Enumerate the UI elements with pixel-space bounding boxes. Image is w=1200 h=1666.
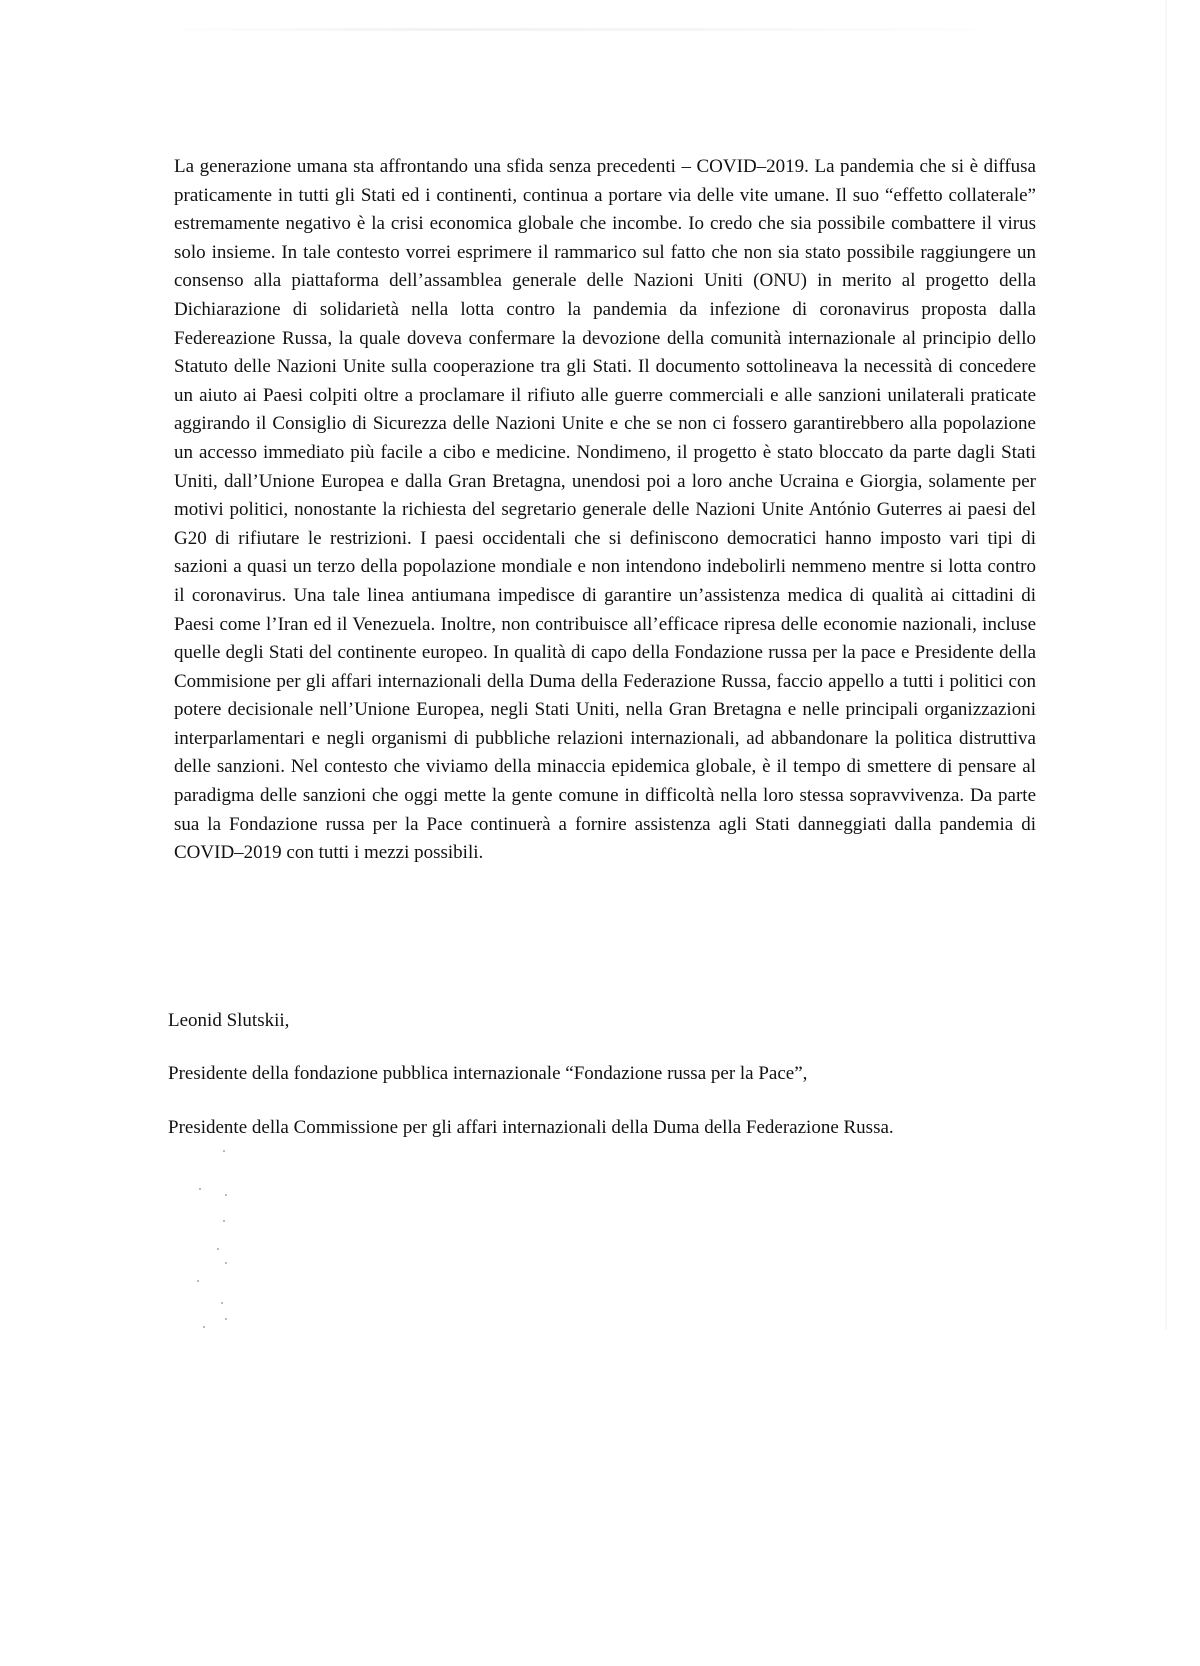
scan-noise-dot <box>199 1188 201 1190</box>
scan-noise-dot <box>217 1248 219 1250</box>
scan-noise-dot <box>223 1150 225 1152</box>
scan-noise-dot <box>203 1326 205 1328</box>
signatory-title-duma-commission: Presidente della Commissione per gli affari internazionali della Duma della Federazione Russa. <box>168 1117 894 1138</box>
scan-edge-top <box>150 28 1030 31</box>
signatory-title-foundation: Presidente della fondazione pubblica internazionale “Fondazione russa per la Pace”, <box>168 1063 808 1084</box>
scan-noise-dot <box>197 1280 199 1282</box>
scan-noise-dot <box>221 1302 223 1304</box>
scan-noise-dot <box>225 1194 227 1196</box>
signatory-name: Leonid Slutskii, <box>168 1010 290 1031</box>
signature-block <box>168 1007 1048 1142</box>
scan-edge-right <box>1165 0 1167 1330</box>
scan-noise-dot <box>225 1262 227 1264</box>
scan-noise-dot <box>225 1318 227 1320</box>
scan-noise-marks <box>195 1150 255 1340</box>
scan-noise-dot <box>223 1220 225 1222</box>
letter-body-paragraph: La generazione umana sta affrontando una sfida senza precedenti – COVID–2019. La pandemia che si è diffusa praticamente in tutti gli Stati ed i continenti, continua a portare via delle vite umane. Il suo “effetto collaterale” estremamente negativo è la crisi economica globale che incombe. Io credo che sia possibile combattere il virus solo insieme. In tale contesto vorrei esprimere il rammarico sul fatto che non sia stato possibile raggiungere un consenso alla piattaforma dell’assamblea generale delle Nazioni Uniti (ONU) in merito al progetto della Dichiarazione di solidarietà nella lotta contro la pandemia da infezione di coronavirus proposta dalla Federeazione Russa, la quale doveva confermare la devozione della comunità internazionale al principio dello Statuto delle Nazioni Unite sulla cooperazione tra gli Stati. Il documento sottolineava la necessità di concedere un aiuto ai Paesi colpiti oltre a proclamare il rifiuto alle guerre commerciali e alle sanzioni unilaterali praticate aggirando il Consiglio di Sicurezza delle Nazioni Unite e che se non ci fossero garantirebbero alla popolazione un accesso immediato più facile a cibo e medicine. Nondimeno, il progetto è stato bloccato da parte dagli Stati Uniti, dall’Unione Europea e dalla Gran Bretagna, unendosi poi a loro anche Ucraina e Giorgia, solamente per motivi politici, nonostante la richiesta del segretario generale delle Nazioni Unite António Guterres ai paesi del G20 di rifiutare le restrizioni. I paesi occidentali che si definiscono democratici hanno imposto vari tipi di sazioni a quasi un terzo della popolazione mondiale e non intendono indebolirli nemmeno mentre si lotta contro il coronavirus. Una tale linea antiumana impedisce di garantire un’assistenza medica di qualità ai cittadini di Paesi come l’Iran ed il Venezuela. Inoltre, non contribuisce all’efficace ripresa delle economie nazionali, incluse quelle degli Stati del continente europeo. In qualità di capo della Fondazione russa per la pace e Presidente della Commisione per gli affari internazionali della Duma della Federazione Russa, faccio appello a tutti i politici con potere decisionale nell’Unione Europea, negli Stati Uniti, nella Gran Bretagna e nelle principali organizzazioni interparlamentari e negli organismi di pubbliche relazioni internazionali, ad abbandonare la politica distruttiva delle sanzioni. Nel contesto che viviamo della minaccia epidemica globale, è il tempo di smettere di pensare al paradigma delle sanzioni che oggi mette la gente comune in difficoltà nella loro stessa sopravvivenza. Da parte sua la Fondazione russa per la Pace continuerà a fornire assistenza agli Stati danneggiati dalla pandemia di COVID–2019 con tutti i mezzi possibili. <box>174 156 1036 864</box>
